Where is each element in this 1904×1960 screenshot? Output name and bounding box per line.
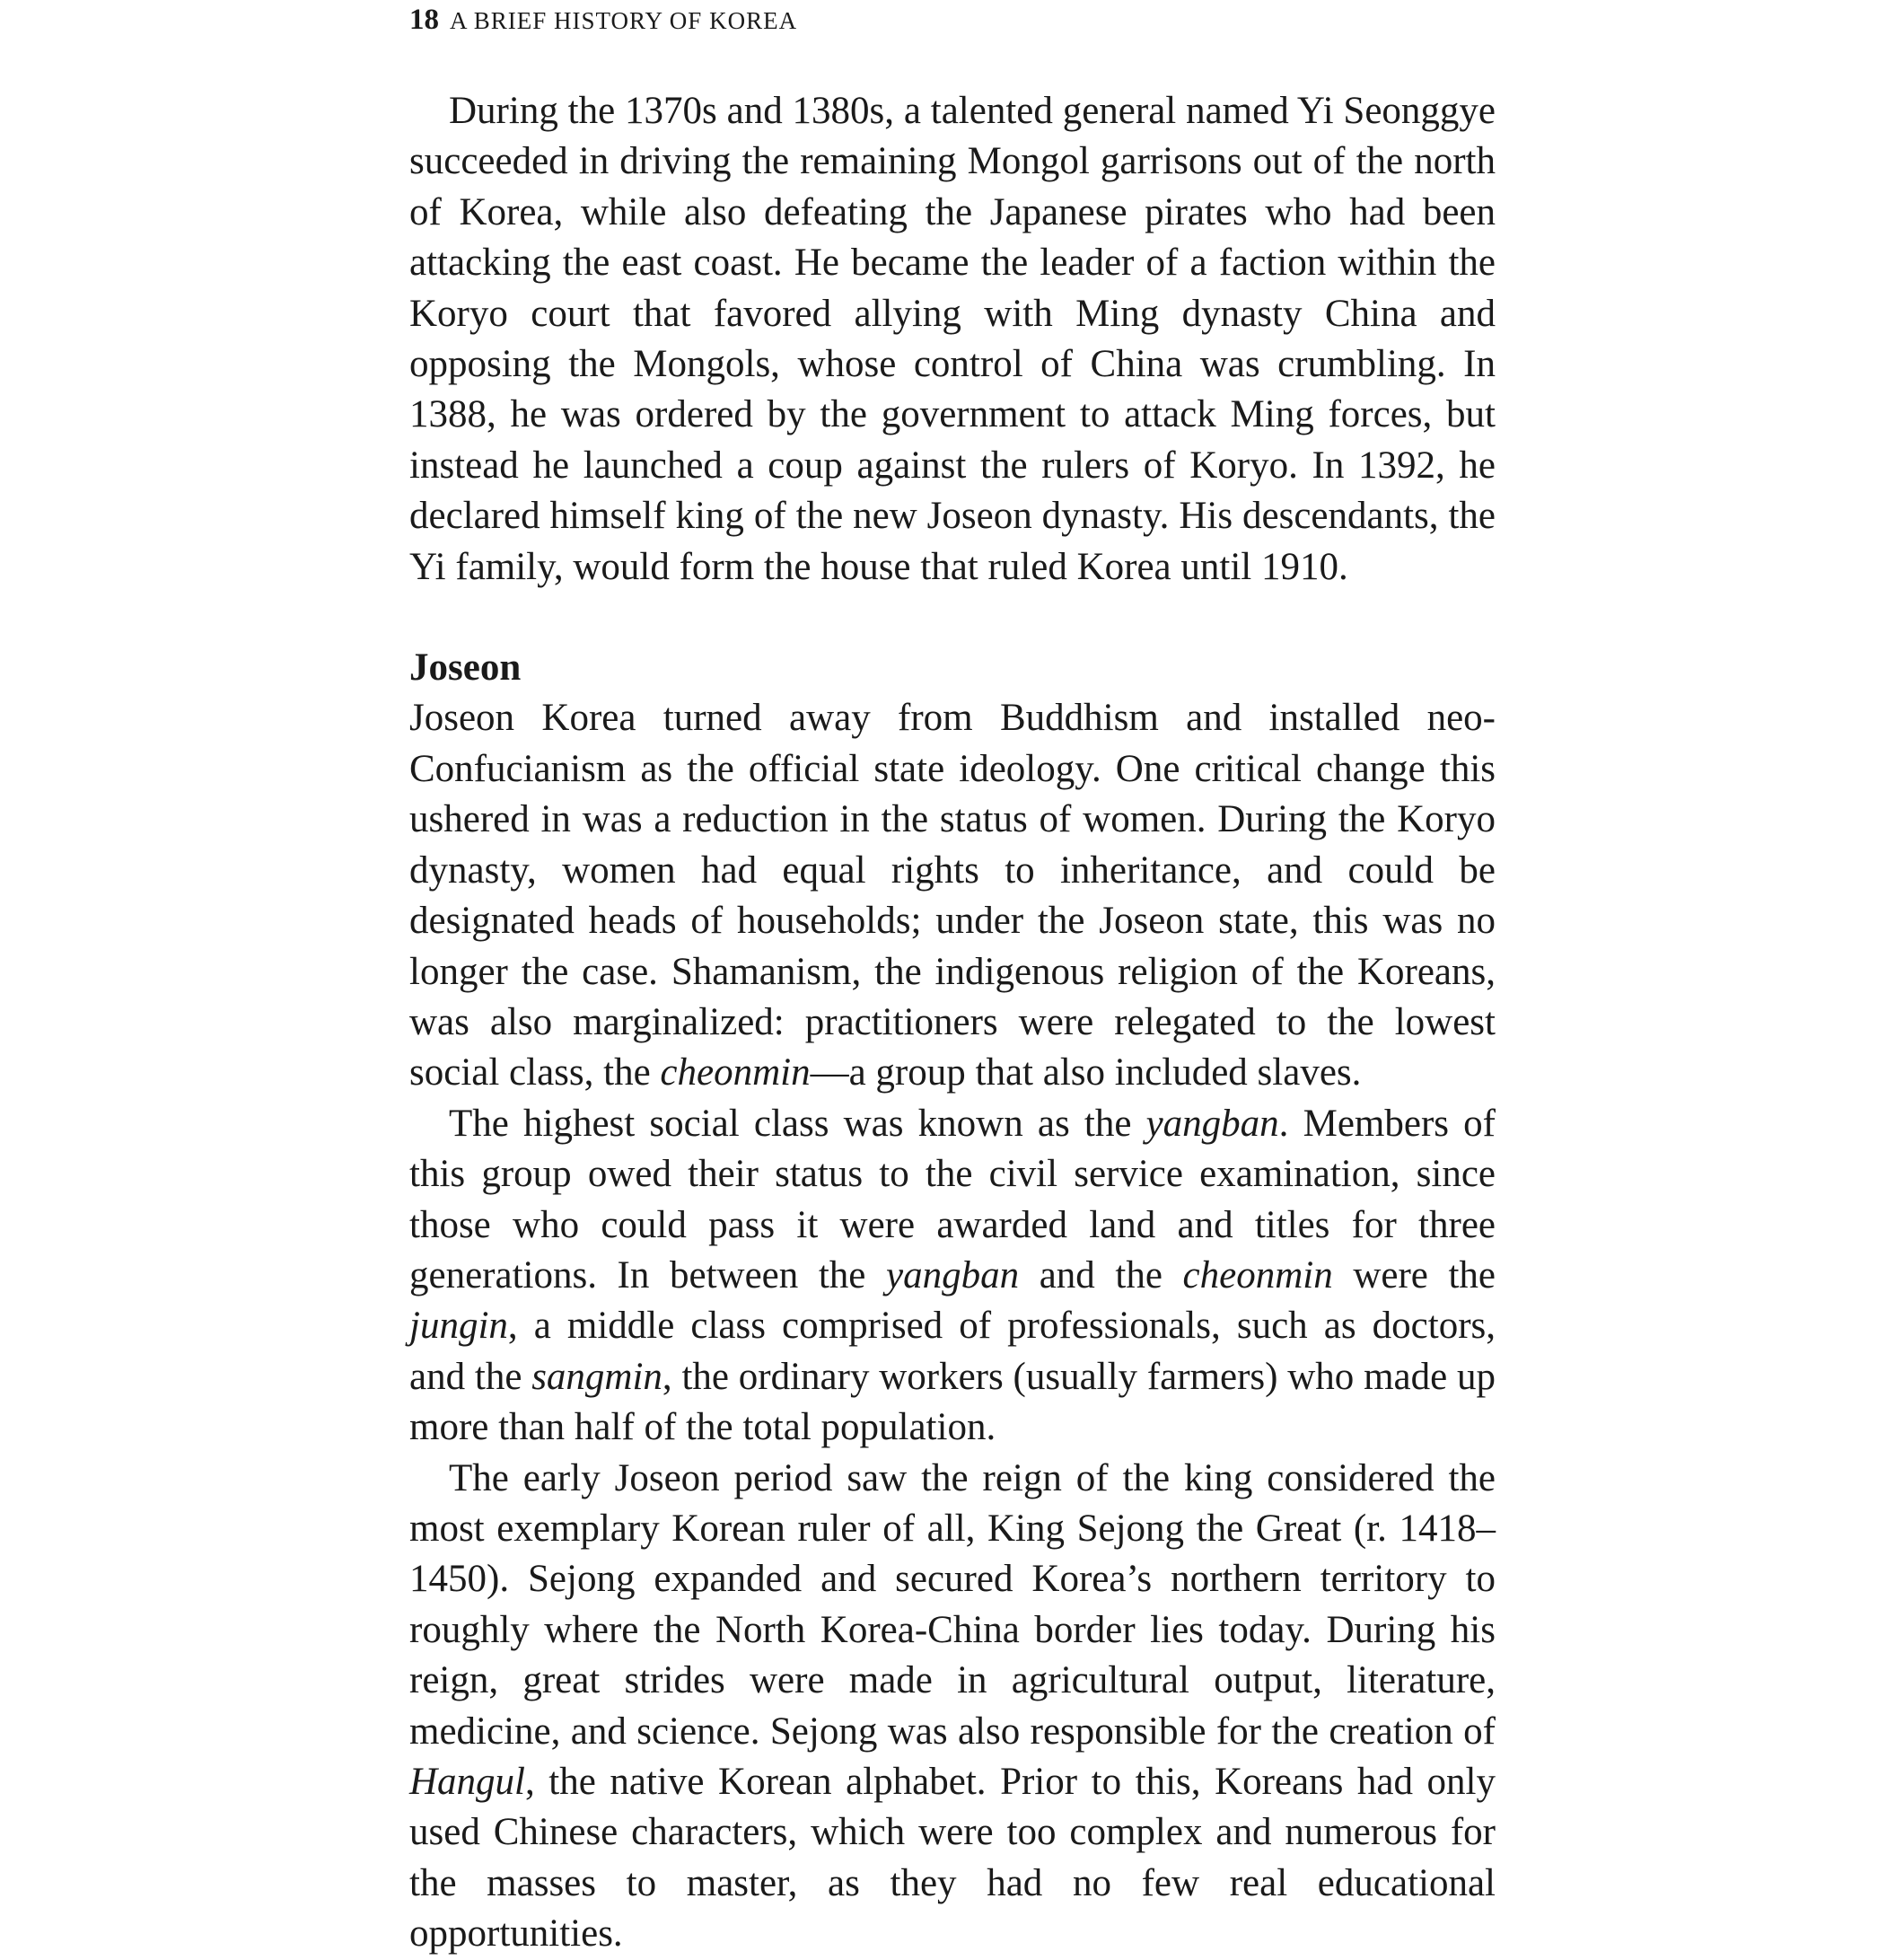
book-title: A BRIEF HISTORY OF KOREA xyxy=(450,7,798,34)
joseon-paragraph-3 xyxy=(409,1454,1496,1960)
joseon-paragraph-1 xyxy=(409,693,1496,1098)
running-head xyxy=(409,2,797,38)
text-run: . Members of this group owed their status to the civil service examination, since those who could pass it were awarded land and titles for three generations. In between the xyxy=(409,1102,1496,1296)
italic-term-cheonmin: cheonmin xyxy=(660,1051,811,1094)
book-page xyxy=(409,0,1496,1956)
text-run: —a group that also included slaves. xyxy=(810,1051,1362,1094)
joseon-paragraph-2 xyxy=(409,1099,1496,1454)
italic-term-jungin: jungin xyxy=(409,1305,508,1348)
italic-term-hangul: Hangul xyxy=(409,1761,525,1803)
text-run: , the native Korean alphabet. Prior to this, Koreans had only used Chinese characters, which were too complex and numerous for the masses to master, as they had no few real educational opportunities. xyxy=(409,1761,1496,1956)
text-run: and the xyxy=(1019,1253,1183,1296)
text-run: The highest social class was known as the xyxy=(449,1102,1146,1145)
intro-paragraph: During the 1370s and 1380s, a talented general named Yi Seonggye succeeded in driving the remaining Mongol garrisons out of the north of Korea, while also defeating the Japanese pirates who had been attacking the east coast. He became the leader of a faction within the Koryo court that favored allying with Ming dynasty China and opposing the Mongols, whose control of China was crumbling. In 1388, he was ordered by the government to attack Ming forces, but instead he launched a coup against the rulers of Koryo. In 1392, he declared himself king of the new Joseon dynasty. His descendants, the Yi family, would form the house that ruled Korea until 1910. xyxy=(409,90,1496,588)
body-text xyxy=(409,86,1496,1960)
italic-term-cheonmin: cheonmin xyxy=(1182,1253,1333,1296)
text-run: The early Joseon period saw the reign of the king considered the most exemplary Korean ruler of all, King Sejong the Great (r. 1418–1450). Sejong expanded and secured Korea’s northern territory to roughly where the North Korea-China border lies today. During his reign, great strides were made in agricultural output, literature, medicine, and science. Sejong was also responsible for the creation of xyxy=(409,1456,1496,1753)
text-run: were the xyxy=(1332,1253,1496,1296)
italic-term-sangmin: sangmin xyxy=(531,1355,662,1398)
section-heading-joseon: Joseon xyxy=(409,646,522,690)
page-number: 18 xyxy=(409,4,439,36)
text-run: Joseon Korea turned away from Buddhism and installed neo-Confucianism as the official state ideology. One critical change this ushered in was a reduction in the status of women. During the Koryo dynasty, women had equal rights to inheritance, and could be designated heads of households; under the Joseon state, this was no longer the case. Shamanism, the indigenous religion of the Koreans, was also marginalized: practitioners were relegated to the lowest social class, the xyxy=(409,697,1496,1094)
italic-term-yangban: yangban xyxy=(1145,1102,1279,1145)
italic-term-yangban: yangban xyxy=(886,1253,1020,1296)
text-run: , a middle class comprised of professionals, such as doctors, and the xyxy=(409,1305,1496,1398)
text-run: , the ordinary workers (usually farmers) who made up more than half of the total population. xyxy=(409,1355,1496,1449)
